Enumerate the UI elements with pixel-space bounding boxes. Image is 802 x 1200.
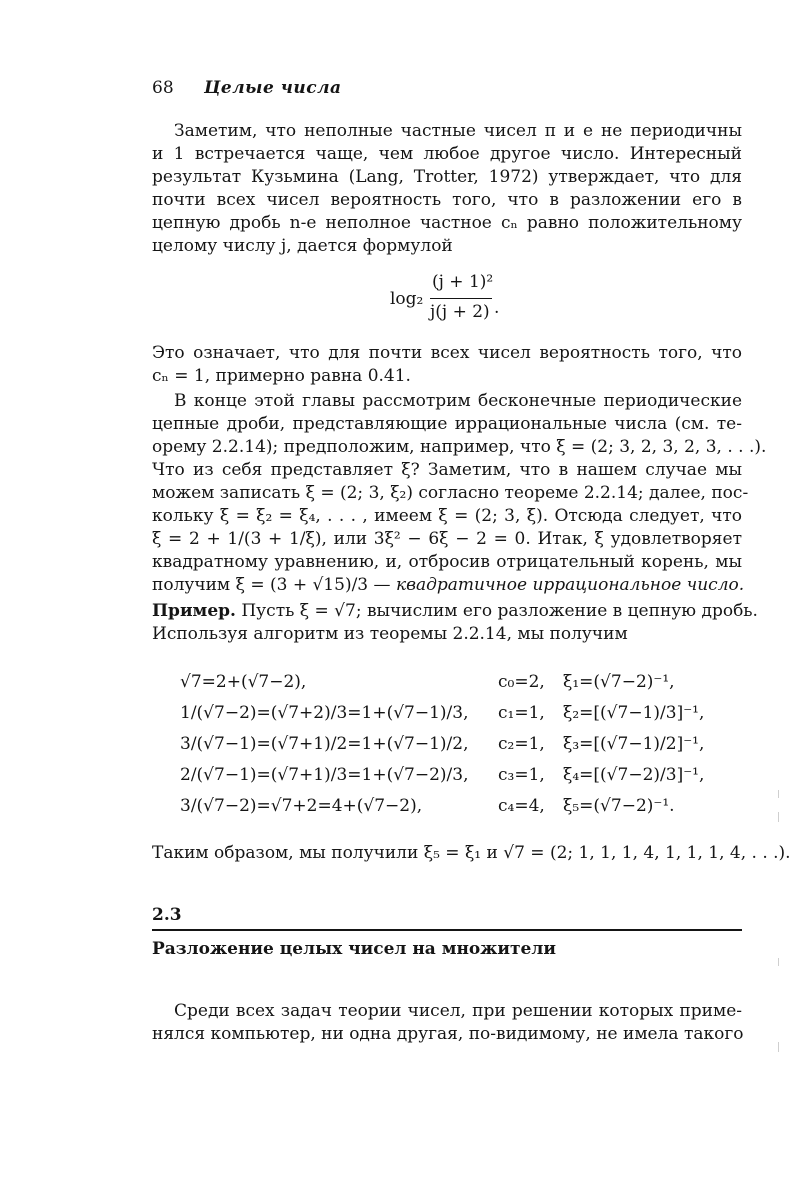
formula-numerator: (j + 1)² xyxy=(432,272,494,292)
equation-expression: 1/(√7−2)=(√7+2)/3=1+(√7−1)/3, xyxy=(180,703,469,723)
text-line: цепные дроби, представляющие иррациональные числа (см. те- xyxy=(152,414,742,434)
equation-xi: ξ₁=(√7−2)⁻¹, xyxy=(563,672,675,692)
example-paragraph xyxy=(152,600,758,646)
text-line: нялся компьютер, ни одна другая, по-видимому, не имела такого xyxy=(152,1024,744,1044)
text-line: Это означает, что для почти всех чисел вероятность того, что xyxy=(152,343,742,363)
italic-term: квадратичное иррациональное число. xyxy=(395,575,745,595)
equation-expression: 3/(√7−1)=(√7+1)/2=1+(√7−1)/2, xyxy=(180,734,469,754)
text-line xyxy=(152,600,758,623)
example-text: Пусть ξ = √7; вычислим его разложение в цепную дробь. xyxy=(235,601,758,621)
conclusion-paragraph xyxy=(152,842,791,865)
final-paragraph xyxy=(152,1000,742,1046)
equation-xi: ξ₅=(√7−2)⁻¹. xyxy=(563,796,675,816)
text-line: целому числу j, дается формулой xyxy=(152,236,453,256)
text-line: результат Кузьмина (Lang, Trotter, 1972) утверждает, что для xyxy=(152,167,742,187)
equation-xi: ξ₃=[(√7−1)/2]⁻¹, xyxy=(563,734,705,754)
text-line: цепную дробь n-е неполное частное cₙ равно положительному xyxy=(152,213,742,233)
fraction-bar xyxy=(430,298,492,299)
periodic-paragraph xyxy=(152,390,767,597)
equation-xi: ξ₂=[(√7−1)/3]⁻¹, xyxy=(563,703,705,723)
scan-mark xyxy=(778,790,779,798)
equation-partial-quotient: c₁=1, xyxy=(498,703,545,723)
section-number: 2.3 xyxy=(152,905,182,925)
text-line: Используя алгоритм из теоремы 2.2.14, мы получим xyxy=(152,624,628,644)
page-number: 68 xyxy=(152,78,174,98)
text-line: Что из себя представляет ξ? Заметим, что в нашем случае мы xyxy=(152,460,742,480)
formula-log: log₂ xyxy=(390,289,424,309)
text-line: можем записать ξ = (2; 3, ξ₂) согласно теореме 2.2.14; далее, пос- xyxy=(152,483,749,503)
text-line: квадратному уравнению, и, отбросив отрицательный корень, мы xyxy=(152,552,742,572)
intro-paragraph xyxy=(152,120,742,258)
text-line xyxy=(152,574,745,597)
example-label: Пример. xyxy=(152,601,236,621)
text-line: кольку ξ = ξ₂ = ξ₄, . . . , имеем ξ = (2; 3, ξ). Отсюда следует, что xyxy=(152,506,742,526)
text-line-prefix: получим ξ = (3 + √15)/3 — xyxy=(152,575,396,595)
equation-partial-quotient: c₃=1, xyxy=(498,765,545,785)
text-line: и 1 встречается чаще, чем любое другое число. Интересный xyxy=(152,144,742,164)
after-formula-paragraph xyxy=(152,342,742,388)
section-title: Разложение целых чисел на множители xyxy=(152,939,556,959)
text-line: Таким образом, мы получили ξ₅ = ξ₁ и √7 = (2; 1, 1, 1, 4, 1, 1, 1, 4, . . .). xyxy=(152,843,791,863)
scan-mark xyxy=(778,1042,779,1052)
equation-xi: ξ₄=[(√7−2)/3]⁻¹, xyxy=(563,765,705,785)
equation-partial-quotient: c₄=4, xyxy=(498,796,545,816)
formula-period: . xyxy=(494,298,500,318)
section-rule xyxy=(152,929,742,931)
text-line: почти всех чисел вероятность того, что в разложении его в xyxy=(152,190,742,210)
equation-partial-quotient: c₂=1, xyxy=(498,734,545,754)
equation-expression: √7=2+(√7−2), xyxy=(180,672,307,692)
text-line: орему 2.2.14); предположим, например, что ξ = (2; 3, 2, 3, 2, 3, . . .). xyxy=(152,437,767,457)
equation-partial-quotient: c₀=2, xyxy=(498,672,545,692)
running-header xyxy=(152,78,342,98)
text-line: cₙ = 1, примерно равна 0.41. xyxy=(152,366,411,386)
text-line: ξ = 2 + 1/(3 + 1/ξ), или 3ξ² − 6ξ − 2 = 0. Итак, ξ удовлетворяет xyxy=(152,529,742,549)
formula-denominator: j(j + 2) xyxy=(430,302,490,322)
text-line: Заметим, что неполные частные чисел π и e не периодичны xyxy=(174,121,742,141)
scan-mark xyxy=(778,958,779,966)
text-line: В конце этой главы рассмотрим бесконечные периодические xyxy=(174,391,742,411)
equation-expression: 3/(√7−2)=√7+2=4+(√7−2), xyxy=(180,796,423,816)
equation-expression: 2/(√7−1)=(√7+1)/3=1+(√7−2)/3, xyxy=(180,765,469,785)
scan-mark xyxy=(778,812,779,822)
running-title: Целые числа xyxy=(204,78,342,98)
text-line: Среди всех задач теории чисел, при решении которых приме- xyxy=(174,1001,742,1021)
